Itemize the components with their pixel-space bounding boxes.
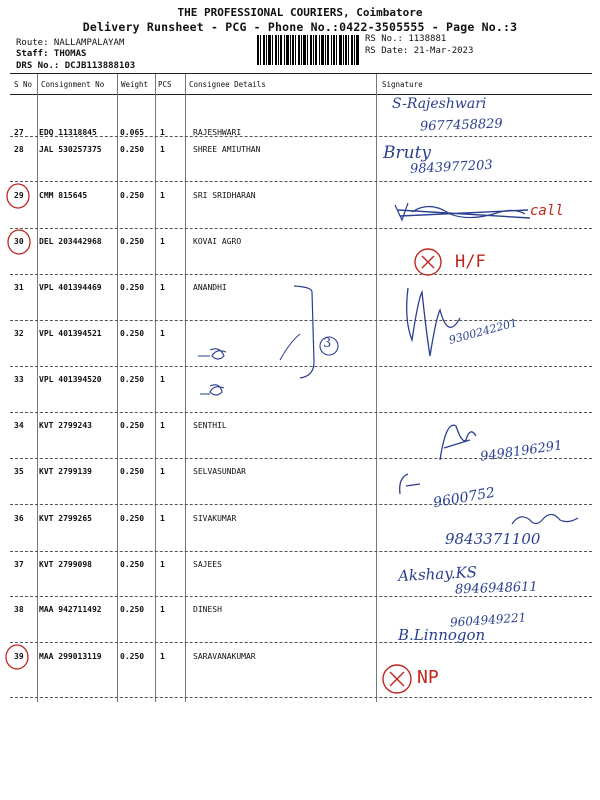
row-consignment: EDQ 11318845	[39, 128, 97, 137]
rs-number: RS No.: 1138881	[365, 34, 447, 44]
row-consignment: VPL 401394521	[39, 329, 102, 338]
note-hf: H/F	[455, 252, 486, 272]
note-np: NP	[417, 667, 439, 688]
col-header-consignee: Consignee Details	[189, 80, 266, 89]
row-weight: 0.250	[120, 514, 145, 523]
row-consignee: DINESH	[193, 605, 222, 614]
runsheet-title: Delivery Runsheet - PCG - Phone No.:0422-3505555 - Page No.:3	[82, 20, 518, 34]
row-consignee: SAJEES	[193, 560, 222, 569]
col-header-pcs: PCS	[158, 80, 172, 89]
col-header-signature: Signature	[382, 80, 423, 89]
row-sno: 30	[14, 237, 24, 246]
row-consignee: ANANDHI	[193, 283, 227, 292]
row-sno: 38	[14, 605, 24, 614]
signature-38: B.Linnogon	[398, 626, 486, 644]
row-weight: 0.250	[120, 421, 145, 430]
row-consignment: KVT 2799139	[39, 467, 92, 476]
row-sno: 39	[14, 652, 24, 661]
row-weight: 0.065	[120, 128, 145, 137]
row-consignment: CMM 815645	[39, 191, 88, 200]
route-label: Route: NALLAMPALAYAM	[16, 38, 125, 48]
row-consignment: KVT 2799265	[39, 514, 92, 523]
row-sno: 32	[14, 329, 24, 338]
row-consignment: VPL 401394469	[39, 283, 102, 292]
row-consignee: SELVASUNDAR	[193, 467, 246, 476]
phone-35: 9600752	[432, 484, 497, 512]
row-pcs: 1	[160, 128, 165, 137]
phone-34: 9498196291	[479, 438, 564, 465]
row-weight: 0.250	[120, 605, 145, 614]
staff-label: Staff: THOMAS	[16, 49, 87, 59]
row-pcs: 1	[160, 652, 165, 661]
row-weight: 0.250	[120, 652, 145, 661]
row-consignment: JAL 530257375	[39, 145, 102, 154]
row-sno: 28	[14, 145, 24, 154]
row-sno: 27	[14, 128, 24, 137]
row-pcs: 1	[160, 514, 165, 523]
col-header-sno: S No	[14, 80, 33, 89]
row-weight: 0.250	[120, 467, 145, 476]
row-consignee: RAJESHWARI	[193, 128, 242, 137]
row-consignment: MAA 299013119	[39, 652, 102, 661]
row-consignment: VPL 401394520	[39, 375, 102, 384]
row-pcs: 1	[160, 283, 165, 292]
row-consignment: DEL 203442968	[39, 237, 102, 246]
phone-27: 9677458829	[419, 116, 503, 135]
row-pcs: 1	[160, 560, 165, 569]
bracket-count: 3	[323, 336, 332, 351]
row-consignee: SRI SRIDHARAN	[193, 191, 256, 200]
row-sno: 34	[14, 421, 24, 430]
row-weight: 0.250	[120, 560, 145, 569]
row-sno: 36	[14, 514, 24, 523]
row-sno: 33	[14, 375, 24, 384]
row-weight: 0.250	[120, 191, 145, 200]
signature-28: Bruty	[383, 143, 432, 163]
row-consignee: KOVAI AGRO	[193, 237, 242, 246]
row-weight: 0.250	[120, 329, 145, 338]
drs-label: DRS No.: DCJB113888103	[16, 61, 136, 71]
row-consignment: MAA 942711492	[39, 605, 102, 614]
col-header-consignment: Consignment No	[41, 80, 105, 89]
row-consignee: SIVAKUMAR	[193, 514, 237, 523]
row-consignment: KVT 2799098	[39, 560, 92, 569]
col-header-weight: Weight	[121, 80, 149, 89]
row-consignee: SHREE AMIUTHAN	[193, 145, 261, 154]
row-consignee: SARAVANAKUMAR	[193, 652, 256, 661]
row-consignment: KVT 2799243	[39, 421, 92, 430]
row-sno: 37	[14, 560, 24, 569]
row-pcs: 1	[160, 145, 165, 154]
row-pcs: 1	[160, 191, 165, 200]
row-pcs: 1	[160, 605, 165, 614]
row-sno: 29	[14, 191, 24, 200]
row-pcs: 1	[160, 329, 165, 338]
row-weight: 0.250	[120, 145, 145, 154]
row-sno: 35	[14, 467, 24, 476]
signature-37: Akshay.KS	[397, 562, 478, 586]
row-sno: 31	[14, 283, 24, 292]
company-title: THE PROFESSIONAL COURIERS, Coimbatore	[177, 6, 423, 19]
row-weight: 0.250	[120, 375, 145, 384]
rs-date: RS Date: 21-Mar-2023	[365, 46, 474, 56]
row-weight: 0.250	[120, 283, 145, 292]
phone-38: 9604949221	[449, 610, 527, 630]
row-weight: 0.250	[120, 237, 145, 246]
row-pcs: 1	[160, 467, 165, 476]
phone-36: 9843371100	[445, 530, 541, 548]
note-call: call	[530, 203, 564, 219]
row-pcs: 1	[160, 237, 165, 246]
row-pcs: 1	[160, 375, 165, 384]
signature-27: S-Rajeshwari	[392, 96, 487, 112]
row-pcs: 1	[160, 421, 165, 430]
row-consignee: SENTHIL	[193, 421, 227, 430]
phone-37: 8946948611	[454, 579, 538, 598]
phone-32: 9300242201	[447, 316, 519, 347]
phone-28: 9843977203	[409, 157, 494, 178]
